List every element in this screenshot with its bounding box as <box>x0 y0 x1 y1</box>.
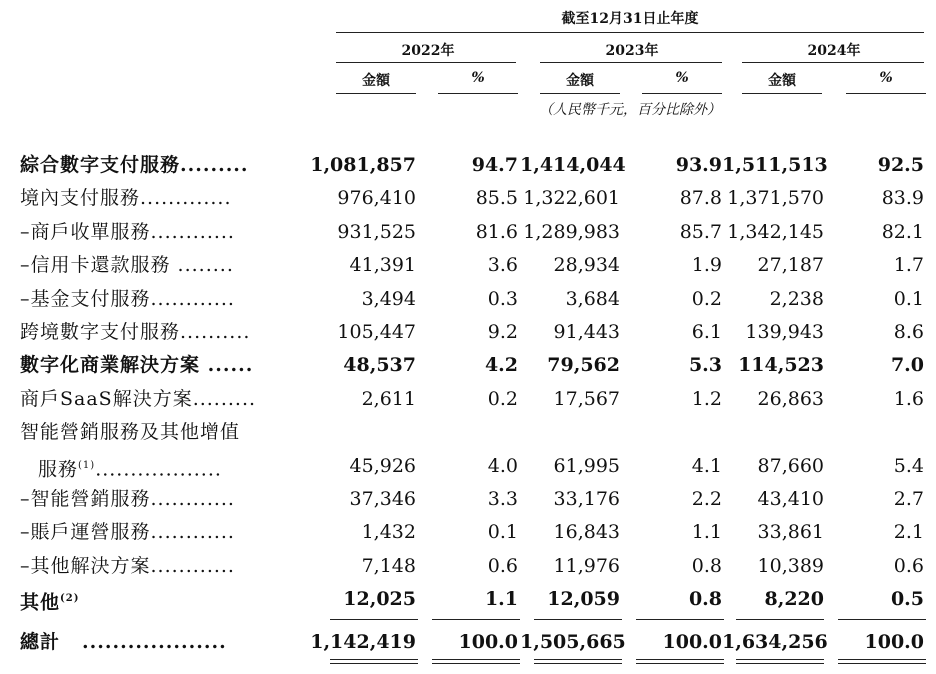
total-2024-pct: 100.0 <box>864 631 924 653</box>
sub-rule-5 <box>742 93 822 94</box>
cell-2023-pct: 85.7 <box>679 220 722 243</box>
table-row <box>0 549 936 583</box>
cell-2024-amount: 87,660 <box>757 454 824 477</box>
cell-2024-pct: 1.6 <box>893 387 924 410</box>
row-label: –其他解決方案............ <box>20 554 235 577</box>
cell-2024-pct: 2.1 <box>893 521 924 544</box>
row-label: –信用卡還款服務 ........ <box>20 254 234 277</box>
cell-2024-amount: 139,943 <box>745 321 824 343</box>
cell-2022-amount: 931,525 <box>337 220 416 243</box>
cell-2023-pct: 93.9 <box>675 154 722 176</box>
cell-2024-amount: 27,187 <box>757 254 824 277</box>
table-row <box>0 348 936 382</box>
row-label: 服務$^{(1)}$.................. <box>38 457 222 480</box>
total-double-rule-5 <box>736 659 824 664</box>
unit-note: （人民幣千元，百分比除外） <box>539 102 721 118</box>
year-2023-rule <box>540 62 722 63</box>
total-top-rule-4 <box>636 619 724 620</box>
cell-2024-amount: 114,523 <box>738 354 824 377</box>
cell-2024-pct: 83.9 <box>881 187 924 210</box>
cell-2022-amount: 48,537 <box>343 354 416 377</box>
cell-2024-amount: 26,863 <box>757 387 824 410</box>
row-label: 商戶SaaS解決方案......... <box>20 387 257 410</box>
cell-2024-pct: 0.5 <box>890 588 924 611</box>
cell-2023-amount: 28,934 <box>553 254 620 277</box>
row-label: –賬戶運營服務............ <box>20 521 235 544</box>
cell-2022-amount: 41,391 <box>349 254 416 277</box>
cell-2024-pct: 92.5 <box>877 154 924 176</box>
cell-2024-amount: 2,238 <box>769 287 824 310</box>
cell-2023-amount: 3,684 <box>565 287 620 310</box>
cell-2022-pct: 0.1 <box>487 521 518 544</box>
total-top-rule-2 <box>432 619 520 620</box>
cell-2023-pct: 87.8 <box>679 187 722 210</box>
pct-header-2024: % <box>879 70 893 86</box>
row-label: 其他$^{(2)}$ <box>20 591 80 614</box>
cell-2024-pct: 8.6 <box>893 321 924 343</box>
cell-2023-pct: 0.2 <box>691 287 722 310</box>
year-2022-rule <box>336 62 516 63</box>
cell-2022-amount: 1,081,857 <box>310 154 416 176</box>
cell-2022-pct: 0.3 <box>487 287 518 310</box>
cell-2023-pct: 6.1 <box>691 321 722 343</box>
table-row <box>0 415 936 449</box>
cell-2024-amount: 1,371,570 <box>727 187 824 210</box>
pct-header-2022: % <box>471 70 485 86</box>
total-2022-amount: 1,142,419 <box>310 631 416 653</box>
amount-header-2024: 金額 <box>768 73 796 89</box>
table-row <box>0 582 936 616</box>
cell-2024-amount: 10,389 <box>757 554 824 577</box>
row-label: 智能營銷服務及其他增值 <box>20 421 241 444</box>
cell-2022-pct: 4.0 <box>487 454 518 477</box>
cell-2024-pct: 0.6 <box>893 554 924 577</box>
cell-2023-amount: 91,443 <box>553 321 620 343</box>
row-label: –智能營銷服務............ <box>20 488 235 510</box>
table-row <box>0 449 936 483</box>
cell-2023-pct: 5.3 <box>688 354 722 377</box>
total-top-rule-3 <box>534 619 622 620</box>
sub-rule-4 <box>642 93 722 94</box>
total-2022-pct: 100.0 <box>458 631 518 653</box>
cell-2022-amount: 12,025 <box>343 588 416 611</box>
cell-2022-pct: 1.1 <box>484 588 518 611</box>
table-row <box>0 382 936 416</box>
cell-2022-amount: 1,432 <box>361 521 416 544</box>
table-row <box>0 315 936 349</box>
cell-2023-amount: 12,059 <box>547 588 620 611</box>
cell-2022-pct: 4.2 <box>484 354 518 377</box>
total-2024-amount: 1,634,256 <box>722 631 828 653</box>
cell-2023-amount: 33,176 <box>553 488 620 510</box>
cell-2023-amount: 1,414,044 <box>520 154 626 176</box>
sub-rule-6 <box>846 93 926 94</box>
row-label: 跨境數字支付服務.......... <box>20 321 251 343</box>
year-2024-header: 2024年 <box>807 43 861 59</box>
cell-2023-amount: 1,289,983 <box>523 220 620 243</box>
cell-2022-amount: 976,410 <box>337 187 416 210</box>
total-double-rule-3 <box>534 659 622 664</box>
cell-2023-pct: 2.2 <box>691 488 722 510</box>
cell-2023-pct: 0.8 <box>688 588 722 611</box>
sub-rule-2 <box>438 93 518 94</box>
cell-2022-amount: 2,611 <box>361 387 416 410</box>
cell-2022-pct: 94.7 <box>471 154 518 176</box>
total-label: 總計 ................... <box>20 631 227 653</box>
row-label: 數字化商業解決方案 ...... <box>20 354 254 377</box>
total-row <box>0 625 936 659</box>
table-row <box>0 181 936 215</box>
total-double-rule-2 <box>432 659 520 664</box>
year-2024-rule <box>742 62 924 63</box>
table-row <box>0 248 936 282</box>
table-row <box>0 215 936 249</box>
cell-2022-pct: 3.3 <box>487 488 518 510</box>
cell-2022-pct: 0.6 <box>487 554 518 577</box>
cell-2022-pct: 81.6 <box>475 220 518 243</box>
cell-2024-amount: 33,861 <box>757 521 824 544</box>
cell-2023-amount: 11,976 <box>553 554 620 577</box>
cell-2023-amount: 79,562 <box>547 354 620 377</box>
cell-2024-pct: 82.1 <box>881 220 924 243</box>
cell-2024-pct: 5.4 <box>893 454 924 477</box>
amount-header-2023: 金額 <box>566 73 594 89</box>
cell-2023-pct: 1.9 <box>691 254 722 277</box>
row-label: 境內支付服務............. <box>20 187 232 210</box>
total-2023-amount: 1,505,665 <box>520 631 626 653</box>
cell-2022-amount: 3,494 <box>361 287 416 310</box>
sub-rule-1 <box>336 93 416 94</box>
cell-2023-amount: 1,322,601 <box>523 187 620 210</box>
row-label: –商戶收單服務............ <box>20 220 235 243</box>
cell-2023-amount: 16,843 <box>553 521 620 544</box>
row-label: 綜合數字支付服務......... <box>20 154 249 176</box>
cell-2023-amount: 61,995 <box>553 454 620 477</box>
cell-2023-pct: 0.8 <box>691 554 722 577</box>
table-row <box>0 515 936 549</box>
total-double-rule-1 <box>330 659 418 664</box>
pct-header-2023: % <box>675 70 689 86</box>
cell-2024-amount: 8,220 <box>764 588 824 611</box>
cell-2024-pct: 2.7 <box>893 488 924 510</box>
cell-2024-pct: 1.7 <box>893 254 924 277</box>
cell-2022-amount: 37,346 <box>349 488 416 510</box>
year-2023-header: 2023年 <box>605 43 659 59</box>
row-label: –基金支付服務............ <box>20 287 235 310</box>
cell-2023-amount: 17,567 <box>553 387 620 410</box>
cell-2022-pct: 9.2 <box>487 321 518 343</box>
cell-2024-amount: 1,511,513 <box>722 154 828 176</box>
total-top-rule-6 <box>838 619 926 620</box>
sub-rule-3 <box>540 93 620 94</box>
cell-2023-pct: 1.2 <box>691 387 722 410</box>
total-top-rule-5 <box>736 619 824 620</box>
cell-2023-pct: 4.1 <box>691 454 722 477</box>
total-2023-pct: 100.0 <box>662 631 722 653</box>
cell-2022-amount: 105,447 <box>337 321 416 343</box>
table-row <box>0 482 936 516</box>
total-double-rule-6 <box>838 659 926 664</box>
cell-2024-pct: 7.0 <box>890 354 924 377</box>
cell-2024-pct: 0.1 <box>893 287 924 310</box>
table-row <box>0 148 936 182</box>
cell-2022-amount: 45,926 <box>349 454 416 477</box>
cell-2022-pct: 0.2 <box>487 387 518 410</box>
cell-2022-pct: 3.6 <box>487 254 518 277</box>
period-header: 截至12月31日止年度 <box>561 11 699 27</box>
cell-2022-amount: 7,148 <box>361 554 416 577</box>
table-row <box>0 282 936 316</box>
total-top-rule-1 <box>330 619 418 620</box>
total-double-rule-4 <box>636 659 724 664</box>
amount-header-2022: 金額 <box>362 73 390 89</box>
cell-2022-pct: 85.5 <box>475 187 518 210</box>
cell-2023-pct: 1.1 <box>691 521 722 544</box>
cell-2024-amount: 43,410 <box>757 488 824 510</box>
year-2022-header: 2022年 <box>401 43 455 59</box>
cell-2024-amount: 1,342,145 <box>727 220 824 243</box>
period-rule <box>336 32 924 33</box>
